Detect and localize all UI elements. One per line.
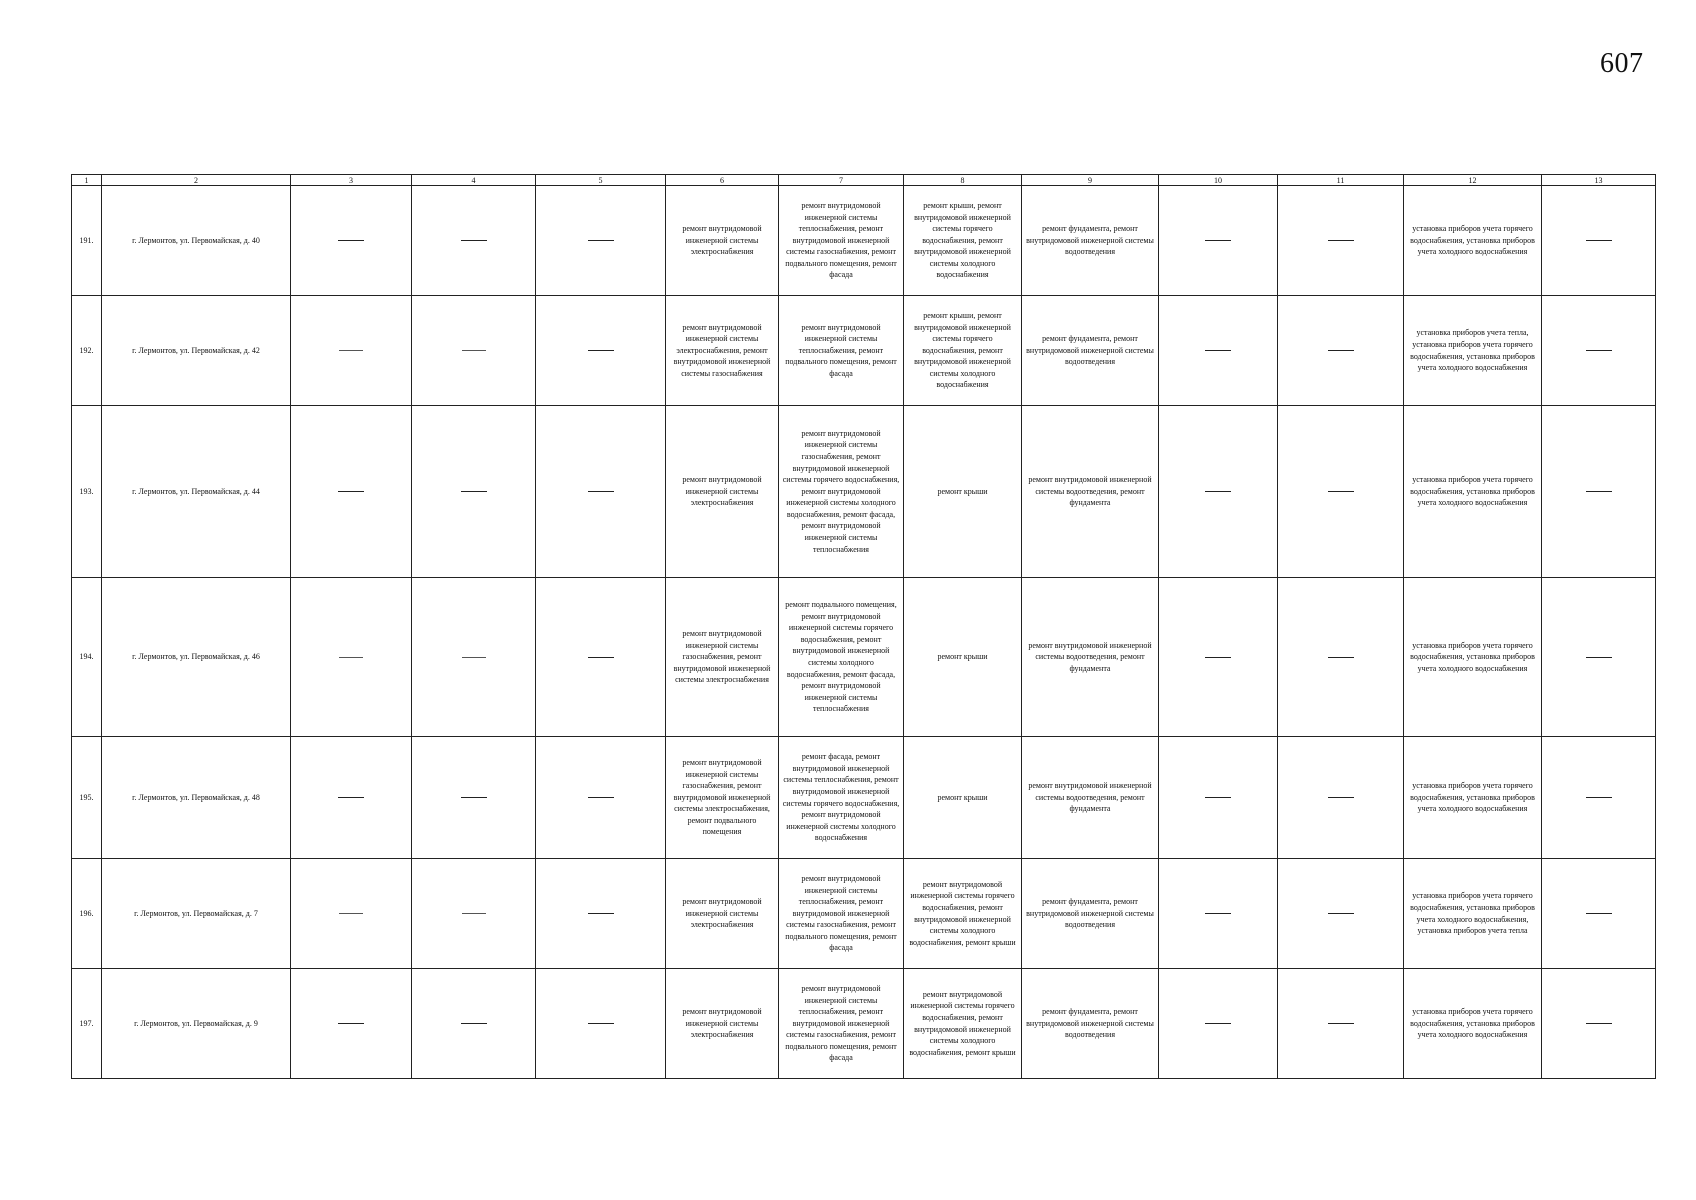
dash-mark bbox=[588, 797, 614, 798]
column-header: 7 bbox=[779, 175, 904, 186]
work-description-cell bbox=[1404, 969, 1542, 1079]
column-number-row bbox=[72, 175, 1656, 186]
work-description-cell bbox=[666, 737, 779, 859]
empty-cell bbox=[536, 186, 666, 296]
work-description-text: ремонт внутридомовой инженерной системы теплоснабжения, ремонт внутридомовой инженерной системы газоснабжения, ремонт подвального помещения, ремонт фасада bbox=[785, 200, 897, 280]
empty-cell bbox=[536, 969, 666, 1079]
empty-cell bbox=[536, 737, 666, 859]
work-description-cell bbox=[904, 737, 1022, 859]
work-description-cell bbox=[904, 406, 1022, 578]
empty-cell bbox=[412, 186, 536, 296]
work-description-cell bbox=[1022, 186, 1159, 296]
dash-mark bbox=[1328, 491, 1354, 492]
address-cell: г. Лермонтов, ул. Первомайская, д. 46 bbox=[102, 578, 291, 737]
dash-mark bbox=[1205, 797, 1231, 798]
empty-cell bbox=[1542, 737, 1656, 859]
address-cell: г. Лермонтов, ул. Первомайская, д. 44 bbox=[102, 406, 291, 578]
table-row bbox=[72, 296, 1656, 406]
work-description-cell bbox=[1022, 406, 1159, 578]
row-number: 197. bbox=[72, 969, 102, 1079]
work-description-cell bbox=[1022, 296, 1159, 406]
dash-mark bbox=[1205, 350, 1231, 351]
work-description-text: ремонт внутридомовой инженерной системы газоснабжения, ремонт внутридомовой инженерной системы горячего водоснабжения, ремонт внутридомовой инженерной системы холодного водоснабжения, ремонт фасада, ремонт внутридомовой инженерной системы теплоснабжения bbox=[782, 428, 900, 554]
empty-cell bbox=[1278, 969, 1404, 1079]
work-description-cell bbox=[666, 859, 779, 969]
work-description-cell bbox=[904, 969, 1022, 1079]
work-description-cell bbox=[904, 578, 1022, 737]
work-description-text: ремонт фасада, ремонт внутридомовой инженерной системы теплоснабжения, ремонт внутридомовой инженерной системы горячего водоснабжения, ремонт внутридомовой инженерной системы холодного водоснабжения bbox=[782, 752, 900, 843]
work-description-cell bbox=[666, 578, 779, 737]
column-header: 9 bbox=[1022, 175, 1159, 186]
table-row bbox=[72, 737, 1656, 859]
work-description-cell bbox=[779, 406, 904, 578]
table-row bbox=[72, 186, 1656, 296]
dash-mark bbox=[339, 913, 363, 914]
work-description-text: ремонт внутридомовой инженерной системы теплоснабжения, ремонт внутридомовой инженерной системы газоснабжения, ремонт подвального помещения, ремонт фасада bbox=[785, 873, 897, 953]
work-description-text: ремонт фундамента, ремонт внутридомовой инженерной системы водоотведения bbox=[1026, 334, 1154, 367]
dash-mark bbox=[462, 350, 486, 351]
empty-cell bbox=[1159, 859, 1278, 969]
work-description-text: установка приборов учета горячего водоснабжения, установка приборов учета холодного водоснабжения bbox=[1410, 640, 1535, 673]
empty-cell bbox=[412, 859, 536, 969]
empty-cell bbox=[1159, 969, 1278, 1079]
empty-cell bbox=[291, 969, 412, 1079]
work-description-text: ремонт внутридомовой инженерной системы газоснабжения, ремонт внутридомовой инженерной системы электроснабжения, ремонт подвального помещения bbox=[673, 757, 771, 837]
dash-mark bbox=[1586, 1023, 1612, 1024]
dash-mark bbox=[1205, 1023, 1231, 1024]
dash-mark bbox=[461, 240, 487, 241]
empty-cell bbox=[412, 296, 536, 406]
work-description-text: установка приборов учета тепла, установка приборов учета горячего водоснабжения, установка приборов учета холодного водоснабжения bbox=[1410, 328, 1535, 373]
work-description-cell bbox=[779, 737, 904, 859]
empty-cell bbox=[1159, 406, 1278, 578]
work-description-text: установка приборов учета горячего водоснабжения, установка приборов учета холодного водоснабжения bbox=[1410, 475, 1535, 508]
dash-mark bbox=[338, 797, 364, 798]
dash-mark bbox=[588, 1023, 614, 1024]
empty-cell bbox=[1542, 186, 1656, 296]
dash-mark bbox=[1328, 350, 1354, 351]
work-description-text: ремонт крыши, ремонт внутридомовой инженерной системы горячего водоснабжения, ремонт внутридомовой инженерной системы холодного водоснабжения bbox=[914, 200, 1011, 280]
dash-mark bbox=[338, 491, 364, 492]
work-description-cell bbox=[904, 186, 1022, 296]
work-description-text: ремонт внутридомовой инженерной системы электроснабжения bbox=[682, 897, 762, 930]
empty-cell bbox=[412, 969, 536, 1079]
work-description-text: ремонт подвального помещения, ремонт внутридомовой инженерной системы горячего водоснабжения, ремонт внутридомовой инженерной системы холодного водоснабжения, ремонт фасада, ремонт внутридомовой инженерной системы теплоснабжения bbox=[785, 600, 897, 714]
work-description-cell bbox=[666, 969, 779, 1079]
column-header: 4 bbox=[412, 175, 536, 186]
work-description-text: ремонт внутридомовой инженерной системы водоотведения, ремонт фундамента bbox=[1028, 475, 1152, 508]
empty-cell bbox=[1278, 578, 1404, 737]
work-description-cell bbox=[779, 296, 904, 406]
dash-mark bbox=[1205, 913, 1231, 914]
column-header: 13 bbox=[1542, 175, 1656, 186]
empty-cell bbox=[536, 296, 666, 406]
empty-cell bbox=[1278, 406, 1404, 578]
dash-mark bbox=[1328, 240, 1354, 241]
dash-mark bbox=[338, 1023, 364, 1024]
column-header: 5 bbox=[536, 175, 666, 186]
work-description-cell bbox=[1404, 186, 1542, 296]
empty-cell bbox=[412, 406, 536, 578]
empty-cell bbox=[1159, 186, 1278, 296]
dash-mark bbox=[1586, 350, 1612, 351]
row-number: 193. bbox=[72, 406, 102, 578]
dash-mark bbox=[1328, 1023, 1354, 1024]
dash-mark bbox=[1328, 913, 1354, 914]
dash-mark bbox=[588, 657, 614, 658]
dash-mark bbox=[1586, 657, 1612, 658]
empty-cell bbox=[1542, 578, 1656, 737]
dash-mark bbox=[462, 657, 486, 658]
empty-cell bbox=[291, 859, 412, 969]
address-cell: г. Лермонтов, ул. Первомайская, д. 42 bbox=[102, 296, 291, 406]
work-description-cell bbox=[1022, 737, 1159, 859]
dash-mark bbox=[339, 657, 363, 658]
work-description-text: ремонт крыши bbox=[937, 652, 988, 662]
dash-mark bbox=[1586, 913, 1612, 914]
work-description-text: ремонт внутридомовой инженерной системы электроснабжения, ремонт внутридомовой инженерной системы газоснабжения bbox=[673, 322, 771, 378]
empty-cell bbox=[536, 406, 666, 578]
work-description-text: установка приборов учета горячего водоснабжения, установка приборов учета холодного водоснабжения bbox=[1410, 224, 1535, 257]
empty-cell bbox=[1278, 737, 1404, 859]
row-number: 195. bbox=[72, 737, 102, 859]
page-number: 607 bbox=[1600, 48, 1644, 79]
empty-cell bbox=[1542, 406, 1656, 578]
row-number: 192. bbox=[72, 296, 102, 406]
work-description-cell bbox=[904, 296, 1022, 406]
work-description-cell bbox=[1022, 578, 1159, 737]
dash-mark bbox=[461, 797, 487, 798]
work-description-cell bbox=[666, 406, 779, 578]
work-description-text: ремонт внутридомовой инженерной системы газоснабжения, ремонт внутридомовой инженерной системы электроснабжения bbox=[673, 629, 771, 685]
dash-mark bbox=[1328, 657, 1354, 658]
work-description-text: ремонт внутридомовой инженерной системы водоотведения, ремонт фундамента bbox=[1028, 781, 1152, 814]
work-description-cell bbox=[779, 969, 904, 1079]
empty-cell bbox=[1278, 296, 1404, 406]
empty-cell bbox=[1159, 578, 1278, 737]
empty-cell bbox=[291, 406, 412, 578]
work-description-text: установка приборов учета горячего водоснабжения, установка приборов учета холодного водоснабжения, установка приборов учета тепла bbox=[1410, 891, 1535, 936]
dash-mark bbox=[1205, 491, 1231, 492]
work-description-text: установка приборов учета горячего водоснабжения, установка приборов учета холодного водоснабжения bbox=[1410, 781, 1535, 814]
table-row bbox=[72, 969, 1656, 1079]
work-description-text: ремонт внутридомовой инженерной системы электроснабжения bbox=[682, 475, 762, 508]
table-row bbox=[72, 578, 1656, 737]
work-description-text: ремонт внутридомовой инженерной системы электроснабжения bbox=[682, 1007, 762, 1040]
work-description-text: ремонт внутридомовой инженерной системы теплоснабжения, ремонт подвального помещения, ремонт фасада bbox=[785, 322, 897, 378]
empty-cell bbox=[291, 578, 412, 737]
address-cell: г. Лермонтов, ул. Первомайская, д. 7 bbox=[102, 859, 291, 969]
work-description-cell bbox=[1404, 296, 1542, 406]
empty-cell bbox=[1542, 969, 1656, 1079]
column-header: 11 bbox=[1278, 175, 1404, 186]
dash-mark bbox=[462, 913, 486, 914]
work-description-cell bbox=[904, 859, 1022, 969]
work-description-cell bbox=[1022, 969, 1159, 1079]
dash-mark bbox=[461, 491, 487, 492]
empty-cell bbox=[291, 186, 412, 296]
column-header: 2 bbox=[102, 175, 291, 186]
work-description-cell bbox=[779, 859, 904, 969]
dash-mark bbox=[588, 240, 614, 241]
empty-cell bbox=[412, 737, 536, 859]
dash-mark bbox=[1205, 240, 1231, 241]
work-description-text: ремонт крыши, ремонт внутридомовой инженерной системы горячего водоснабжения, ремонт внутридомовой инженерной системы холодного водоснабжения bbox=[914, 310, 1011, 390]
work-description-text: ремонт крыши bbox=[937, 792, 988, 802]
dash-mark bbox=[1586, 240, 1612, 241]
empty-cell bbox=[1278, 186, 1404, 296]
dash-mark bbox=[1586, 797, 1612, 798]
empty-cell bbox=[1278, 859, 1404, 969]
dash-mark bbox=[588, 350, 614, 351]
work-description-cell bbox=[666, 296, 779, 406]
dash-mark bbox=[1328, 797, 1354, 798]
work-description-text: ремонт внутридомовой инженерной системы теплоснабжения, ремонт внутридомовой инженерной системы газоснабжения, ремонт подвального помещения, ремонт фасада bbox=[785, 983, 897, 1063]
address-cell: г. Лермонтов, ул. Первомайская, д. 48 bbox=[102, 737, 291, 859]
dash-mark bbox=[588, 913, 614, 914]
work-description-text: ремонт фундамента, ремонт внутридомовой инженерной системы водоотведения bbox=[1026, 1007, 1154, 1040]
empty-cell bbox=[1542, 859, 1656, 969]
work-description-text: ремонт фундамента, ремонт внутридомовой инженерной системы водоотведения bbox=[1026, 897, 1154, 930]
address-cell: г. Лермонтов, ул. Первомайская, д. 40 bbox=[102, 186, 291, 296]
column-header: 1 bbox=[72, 175, 102, 186]
row-number: 196. bbox=[72, 859, 102, 969]
empty-cell bbox=[291, 737, 412, 859]
table-row bbox=[72, 406, 1656, 578]
work-description-text: ремонт фундамента, ремонт внутридомовой инженерной системы водоотведения bbox=[1026, 224, 1154, 257]
column-header: 6 bbox=[666, 175, 779, 186]
work-description-text: ремонт крыши bbox=[937, 486, 988, 496]
work-description-text: ремонт внутридомовой инженерной системы горячего водоснабжения, ремонт внутридомовой инженерной системы холодного водоснабжения, ремонт крыши bbox=[909, 989, 1016, 1057]
dash-mark bbox=[338, 240, 364, 241]
column-header: 10 bbox=[1159, 175, 1278, 186]
empty-cell bbox=[1159, 737, 1278, 859]
work-description-cell bbox=[1404, 578, 1542, 737]
column-header: 8 bbox=[904, 175, 1022, 186]
work-schedule-table bbox=[71, 174, 1656, 1079]
empty-cell bbox=[536, 578, 666, 737]
work-description-text: ремонт внутридомовой инженерной системы электроснабжения bbox=[682, 224, 762, 257]
empty-cell bbox=[536, 859, 666, 969]
row-number: 194. bbox=[72, 578, 102, 737]
empty-cell bbox=[1159, 296, 1278, 406]
work-description-cell bbox=[779, 186, 904, 296]
column-header: 3 bbox=[291, 175, 412, 186]
empty-cell bbox=[412, 578, 536, 737]
dash-mark bbox=[1205, 657, 1231, 658]
row-number: 191. bbox=[72, 186, 102, 296]
work-description-text: ремонт внутридомовой инженерной системы водоотведения, ремонт фундамента bbox=[1028, 640, 1152, 673]
column-header: 12 bbox=[1404, 175, 1542, 186]
dash-mark bbox=[1586, 491, 1612, 492]
dash-mark bbox=[461, 1023, 487, 1024]
work-description-cell bbox=[666, 186, 779, 296]
work-description-cell bbox=[1404, 737, 1542, 859]
empty-cell bbox=[1542, 296, 1656, 406]
empty-cell bbox=[291, 296, 412, 406]
work-description-text: ремонт внутридомовой инженерной системы горячего водоснабжения, ремонт внутридомовой инженерной системы холодного водоснабжения, ремонт крыши bbox=[909, 879, 1016, 947]
dash-mark bbox=[588, 491, 614, 492]
work-description-cell bbox=[1404, 406, 1542, 578]
address-cell: г. Лермонтов, ул. Первомайская, д. 9 bbox=[102, 969, 291, 1079]
work-description-cell bbox=[1404, 859, 1542, 969]
work-description-text: установка приборов учета горячего водоснабжения, установка приборов учета холодного водоснабжения bbox=[1410, 1007, 1535, 1040]
dash-mark bbox=[339, 350, 363, 351]
work-description-cell bbox=[1022, 859, 1159, 969]
table-row bbox=[72, 859, 1656, 969]
work-description-cell bbox=[779, 578, 904, 737]
